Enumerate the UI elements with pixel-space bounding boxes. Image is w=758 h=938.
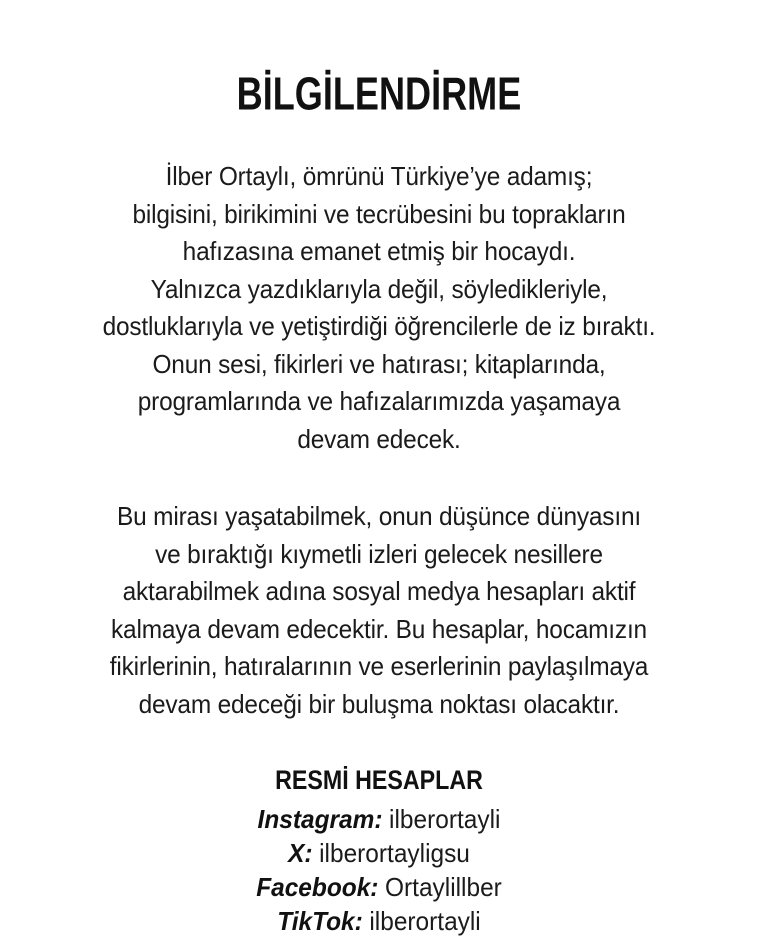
platform-label-x: X:	[288, 838, 313, 868]
account-x	[23, 836, 736, 870]
account-handle-facebook: Ortaylillber	[385, 872, 502, 902]
text-line: programlarında ve hafızalarımızda yaşamaya	[137, 386, 621, 416]
text-line: devam edecek.	[297, 423, 461, 454]
text-line: kalmaya devam edecektir. Bu hesaplar, hocamızın	[111, 613, 647, 644]
platform-label-instagram: Instagram:	[257, 804, 383, 834]
text-line: Yalnızca yazdıklarıyla değil, söyledikleriyle,	[150, 273, 608, 304]
text-line: Bu mirası yaşatabilmek, onun düşünce dünyasını	[117, 501, 641, 531]
text-line: hafızasına emanet etmiş bir hocaydı.	[182, 236, 576, 266]
platform-label-facebook: Facebook:	[256, 872, 379, 902]
text-line: Onun sesi, fikirleri ve hatırası; kitaplarında,	[152, 348, 606, 379]
account-facebook	[23, 870, 736, 904]
text-line: fikirlerinin, hatıralarının ve eserlerinin paylaşılmaya	[109, 651, 649, 681]
text-line: bilgisini, birikimini ve tecrübesini bu toprakların	[132, 198, 626, 229]
text-line: aktarabilmek adına sosyal medya hesapları aktif	[122, 576, 636, 606]
account-handle-tiktok: ilberortayli	[369, 906, 481, 936]
legacy-paragraph	[0, 498, 758, 723]
page-title: BİLGİLENDİRME	[236, 68, 522, 121]
account-instagram	[23, 802, 736, 836]
text-line: İlber Ortaylı, ömrünü Türkiye’ye adamış;	[165, 161, 593, 191]
official-accounts-section	[0, 765, 758, 938]
account-tiktok	[23, 904, 736, 938]
account-handle-instagram: ilberortayli	[389, 804, 501, 834]
text-line: dostluklarıyla ve yetiştirdiği öğrencilerle de iz bıraktı.	[102, 311, 656, 341]
platform-label-tiktok: TikTok:	[277, 906, 363, 936]
memorial-paragraph	[0, 158, 758, 458]
accounts-heading: RESMİ HESAPLAR	[275, 765, 483, 795]
account-handle-x: ilberortayligsu	[319, 838, 470, 868]
text-line: devam edeceği bir buluşma noktası olacaktır.	[138, 688, 620, 719]
text-line: ve bıraktığı kıymetli izleri gelecek nesillere	[155, 538, 603, 569]
